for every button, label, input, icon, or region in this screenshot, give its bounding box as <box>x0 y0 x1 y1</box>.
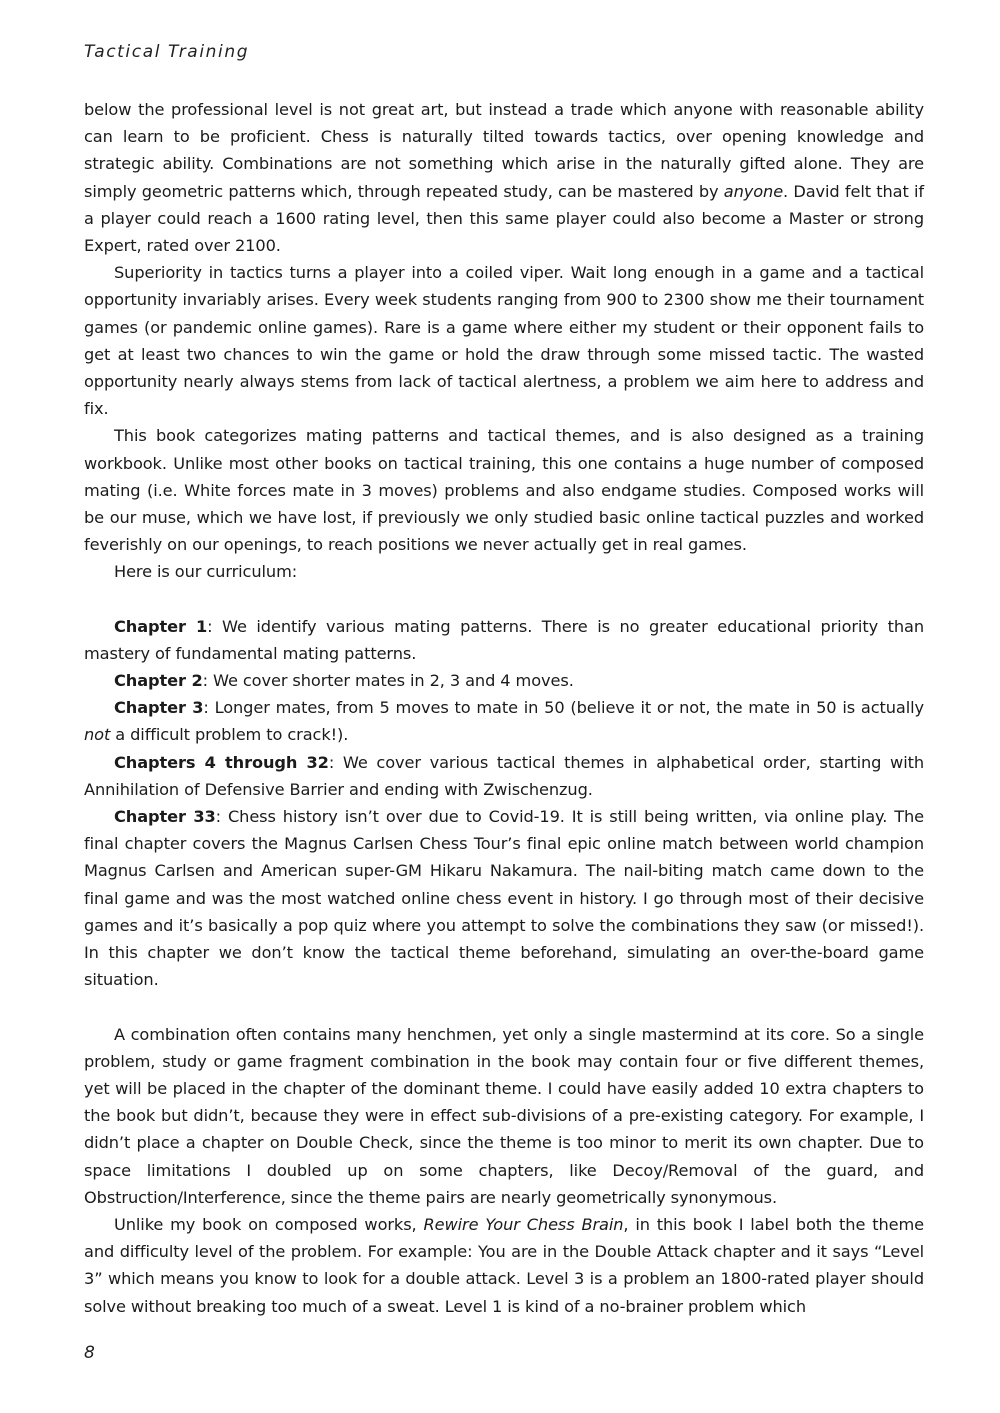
paragraph-text: below the professional level is not great art, but instead a trade which anyone with reasonable ability can learn to be proficient. Chess is naturally tilted towards tactics, over opening knowledge and strategic ability. Combinations are not something which arise in the naturally gifted alone. They are simply geometric patterns which, through repeated study, can be mastered by <box>84 100 924 201</box>
curriculum-label: Chapter 33 <box>114 807 216 827</box>
curriculum-item-chapter-1 <box>84 613 924 667</box>
curriculum-text: : We cover various tactical themes in alphabetical order, starting with Annihilation of Defensive Barrier and ending with Zwischenzug. <box>84 752 924 799</box>
curriculum-text: a difficult problem to crack!). <box>110 725 349 745</box>
paragraph-curriculum-intro: Here is our curriculum: <box>114 562 298 582</box>
running-header: Tactical Training <box>84 42 250 62</box>
paragraph-text: Unlike my book on composed works, <box>114 1214 424 1234</box>
curriculum-item-chapter-3 <box>84 694 924 748</box>
paragraph-continuation <box>84 96 924 259</box>
paragraph-book-categorizes: This book categorizes mating patterns and tactical themes, and is also designed as a training workbook. Unlike most other books on tactical training, this one contains a huge number of composed mating (i.e. White forces mate in 3 moves) problems and also endgame studies. Composed works will be our muse, which we have lost, if previously we only studied basic online tactical puzzles and worked feverishly on our openings, to reach positions we never actually get in real games. <box>84 426 924 555</box>
emphasis-text: anyone <box>723 181 784 201</box>
page-number: 8 <box>84 1343 95 1363</box>
paragraph-text: , in this book I label both the theme and difficulty level of the problem. For example: You are in the Double Attack chapter and it says “Level 3” which means you know to look for a double attack. Level 3 is a problem an 1800-rated player should solve without breaking too much of a sweat. Level 1 is kind of a no-brainer problem which <box>84 1214 924 1316</box>
book-title-emphasis: Rewire Your Chess Brain <box>423 1214 624 1234</box>
curriculum-label: Chapters 4 through 32 <box>114 752 329 772</box>
curriculum-label: Chapter 3 <box>114 698 204 718</box>
paragraph-combination-henchmen: A combination often contains many henchmen, yet only a single mastermind at its core. So a single problem, study or game fragment combination in the book may contain four or five different themes, yet will be placed in the chapter of the dominant theme. I could have easily added 10 extra chapters to the book but didn’t, because they were in effect sub-divisions of a pre-existing category. For example, I didn’t place a chapter on Double Check, since the theme is too minor to merit its own chapter. Due to space limitations I doubled up on some chapters, like Decoy/Removal of the guard, and Obstruction/Interference, since the theme pairs are nearly geometrically synonymous. <box>84 1024 924 1207</box>
curriculum-text: : Chess history isn’t over due to Covid-19. It is still being written, via online play. The final chapter covers the Magnus Carlsen Chess Tour’s final epic online match between world champion Magnus Carlsen and American super-GM Hikaru Nakamura. The nail-biting match came down to the final game and was the most watched online chess event in history. I go through most of their decisive games and it’s basically a pop quiz where you attempt to solve the combinations they saw (or missed!). In this chapter we don’t know the tactical theme beforehand, simulating an over-the-board game situation. <box>84 807 924 990</box>
curriculum-label: Chapter 1 <box>114 616 208 636</box>
curriculum-item-chapter-33 <box>84 803 924 993</box>
paragraph-tactics-viper: Superiority in tactics turns a player into a coiled viper. Wait long enough in a game and a tactical opportunity invariably arises. Every week students ranging from 900 to 2300 show me their tournament games (or pandemic online games). Rare is a game where either my student or their opponent fails to get at least two chances to win the game or hold the draw through some missed tactic. The wasted opportunity nearly always stems from lack of tactical alertness, a problem we aim here to address and fix. <box>84 263 924 419</box>
curriculum-item-chapters-4-32 <box>84 749 924 803</box>
curriculum-item-chapter-2 <box>84 667 924 694</box>
curriculum-text: : We cover shorter mates in 2, 3 and 4 moves. <box>202 671 574 691</box>
paragraph-text: . David felt that if a player could reach a 1600 rating level, then this same player could also become a Master or strong Expert, rated over 2100. <box>84 181 924 256</box>
curriculum-text: : We identify various mating patterns. There is no greater educational priority than mastery of fundamental mating patterns. <box>84 616 924 663</box>
curriculum-text: : Longer mates, from 5 moves to mate in 50 (believe it or not, the mate in 50 is actually <box>203 698 924 718</box>
paragraph-level-labels <box>84 1211 924 1320</box>
curriculum-label: Chapter 2 <box>114 671 203 691</box>
body-text <box>84 96 924 1320</box>
emphasis-text: not <box>84 725 111 745</box>
